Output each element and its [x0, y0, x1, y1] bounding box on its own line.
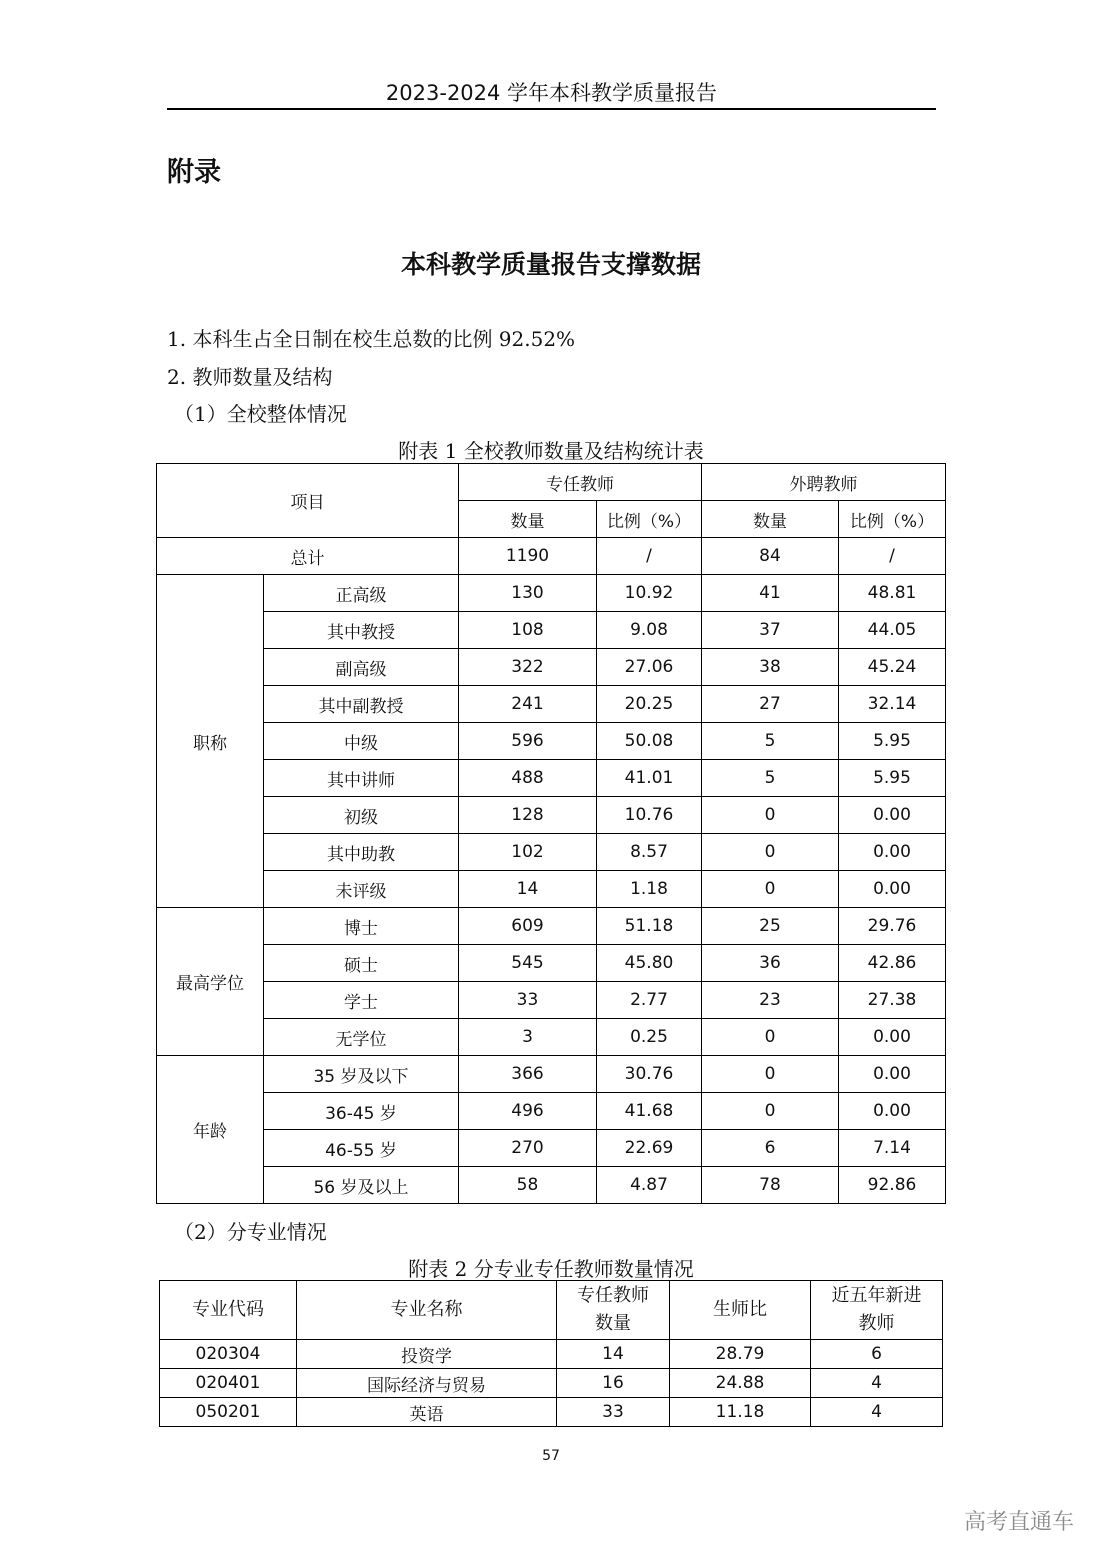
major-teacher-table — [159, 1280, 943, 1427]
cell-ex-count: 25 — [702, 908, 839, 945]
cell-ft-count: 3 — [459, 1019, 597, 1056]
cell-ft-ratio: 20.25 — [597, 686, 702, 723]
cell-ft-ratio: 10.76 — [597, 797, 702, 834]
total-fulltime-ratio: / — [597, 538, 702, 575]
row-label: 其中副教授 — [264, 686, 459, 723]
table-row — [157, 649, 946, 686]
cell-ex-count: 6 — [702, 1130, 839, 1167]
table-row — [160, 1398, 943, 1427]
cell-ex-count: 27 — [702, 686, 839, 723]
cell-ft-count: 108 — [459, 612, 597, 649]
paragraph-teacher-structure: 2. 教师数量及结构 — [167, 365, 333, 389]
total-label: 总计 — [157, 538, 459, 575]
header-teachers-line1: 专任教师 — [577, 1285, 649, 1306]
cell-ex-ratio: 48.81 — [839, 575, 946, 612]
header-external-count: 数量 — [702, 501, 839, 538]
row-label: 46-55 岁 — [264, 1130, 459, 1167]
cell-ft-ratio: 45.80 — [597, 945, 702, 982]
page-header: 2023-2024 学年本科教学质量报告 — [167, 78, 936, 110]
cell-ex-count: 78 — [702, 1167, 839, 1204]
cell-ex-ratio: 0.00 — [839, 1019, 946, 1056]
cell-ft-count: 130 — [459, 575, 597, 612]
header-item: 项目 — [157, 464, 459, 538]
cell-ex-ratio: 0.00 — [839, 1056, 946, 1093]
cell-ft-ratio: 8.57 — [597, 834, 702, 871]
cell-ratio: 28.79 — [670, 1340, 811, 1369]
cell-ft-count: 488 — [459, 760, 597, 797]
table-header-row — [160, 1281, 943, 1340]
cell-ex-ratio: 44.05 — [839, 612, 946, 649]
table-row — [157, 1056, 946, 1093]
table-row — [157, 871, 946, 908]
cell-ft-count: 496 — [459, 1093, 597, 1130]
teacher-structure-table — [156, 463, 946, 1204]
cell-ex-ratio: 7.14 — [839, 1130, 946, 1167]
cell-ft-count: 609 — [459, 908, 597, 945]
header-external-ratio: 比例（%） — [839, 501, 946, 538]
cell-ex-count: 5 — [702, 723, 839, 760]
paragraph-undergrad-ratio: 1. 本科生占全日制在校生总数的比例 92.52% — [167, 327, 576, 351]
table-row — [160, 1369, 943, 1398]
cell-ft-count: 322 — [459, 649, 597, 686]
cell-code: 020304 — [160, 1340, 297, 1369]
table-row — [157, 723, 946, 760]
row-label: 56 岁及以上 — [264, 1167, 459, 1204]
paragraph-school-overall: （1）全校整体情况 — [174, 402, 347, 426]
cell-new: 4 — [811, 1398, 943, 1427]
cell-ft-ratio: 51.18 — [597, 908, 702, 945]
cell-teachers: 14 — [557, 1340, 670, 1369]
cell-ex-ratio: 5.95 — [839, 723, 946, 760]
cell-name: 投资学 — [297, 1340, 557, 1369]
cell-ex-count: 38 — [702, 649, 839, 686]
cell-ex-ratio: 92.86 — [839, 1167, 946, 1204]
table-header-row — [157, 464, 946, 501]
row-label: 其中讲师 — [264, 760, 459, 797]
table-row — [157, 1130, 946, 1167]
cell-teachers: 33 — [557, 1398, 670, 1427]
cell-code: 050201 — [160, 1398, 297, 1427]
cell-ex-count: 0 — [702, 834, 839, 871]
cell-teachers: 16 — [557, 1369, 670, 1398]
cell-ft-ratio: 41.01 — [597, 760, 702, 797]
cell-ex-count: 0 — [702, 1019, 839, 1056]
cell-ex-count: 0 — [702, 797, 839, 834]
header-fulltime: 专任教师 — [459, 464, 702, 501]
cell-ex-count: 0 — [702, 871, 839, 908]
cell-ft-ratio: 41.68 — [597, 1093, 702, 1130]
cell-ft-ratio: 9.08 — [597, 612, 702, 649]
cell-name: 英语 — [297, 1398, 557, 1427]
cell-ft-count: 596 — [459, 723, 597, 760]
cell-ft-count: 14 — [459, 871, 597, 908]
row-label: 中级 — [264, 723, 459, 760]
row-label: 副高级 — [264, 649, 459, 686]
table-row — [157, 945, 946, 982]
header-fulltime-ratio: 比例（%） — [597, 501, 702, 538]
cell-code: 020401 — [160, 1369, 297, 1398]
table-row — [157, 834, 946, 871]
header-new — [811, 1281, 943, 1340]
cell-new: 4 — [811, 1369, 943, 1398]
header-fulltime-count: 数量 — [459, 501, 597, 538]
cell-name: 国际经济与贸易 — [297, 1369, 557, 1398]
cell-ft-count: 102 — [459, 834, 597, 871]
cell-ft-ratio: 2.77 — [597, 982, 702, 1019]
cell-ex-ratio: 0.00 — [839, 871, 946, 908]
total-external-count: 84 — [702, 538, 839, 575]
header-code: 专业代码 — [160, 1281, 297, 1340]
row-label: 未评级 — [264, 871, 459, 908]
total-fulltime-count: 1190 — [459, 538, 597, 575]
cell-ex-count: 0 — [702, 1056, 839, 1093]
cell-ft-count: 366 — [459, 1056, 597, 1093]
cell-ex-ratio: 29.76 — [839, 908, 946, 945]
row-label: 初级 — [264, 797, 459, 834]
cell-ft-ratio: 22.69 — [597, 1130, 702, 1167]
cell-ex-count: 0 — [702, 1093, 839, 1130]
cell-ratio: 24.88 — [670, 1369, 811, 1398]
row-label: 博士 — [264, 908, 459, 945]
row-label: 36-45 岁 — [264, 1093, 459, 1130]
cell-ratio: 11.18 — [670, 1398, 811, 1427]
group-label: 最高学位 — [157, 908, 264, 1056]
main-title: 本科教学质量报告支撑数据 — [400, 250, 701, 279]
cell-ex-count: 41 — [702, 575, 839, 612]
cell-ex-ratio: 5.95 — [839, 760, 946, 797]
cell-ex-count: 36 — [702, 945, 839, 982]
cell-new: 6 — [811, 1340, 943, 1369]
cell-ex-ratio: 0.00 — [839, 1093, 946, 1130]
table-row — [157, 760, 946, 797]
table-row — [157, 575, 946, 612]
table1-caption: 附表 1 全校教师数量及结构统计表 — [398, 439, 704, 463]
cell-ft-count: 241 — [459, 686, 597, 723]
row-label: 其中助教 — [264, 834, 459, 871]
table-row — [157, 908, 946, 945]
cell-ft-ratio: 0.25 — [597, 1019, 702, 1056]
header-teachers — [557, 1281, 670, 1340]
row-label: 学士 — [264, 982, 459, 1019]
table-row — [157, 1019, 946, 1056]
header-name: 专业名称 — [297, 1281, 557, 1340]
header-new-line1: 近五年新进 — [831, 1285, 922, 1306]
cell-ex-ratio: 0.00 — [839, 797, 946, 834]
table-row — [157, 797, 946, 834]
table-row — [157, 1093, 946, 1130]
group-label: 年龄 — [157, 1056, 264, 1204]
total-external-ratio: / — [839, 538, 946, 575]
cell-ft-ratio: 30.76 — [597, 1056, 702, 1093]
cell-ex-ratio: 32.14 — [839, 686, 946, 723]
header-teachers-line2: 数量 — [595, 1313, 631, 1334]
row-label: 35 岁及以下 — [264, 1056, 459, 1093]
cell-ex-ratio: 45.24 — [839, 649, 946, 686]
table-row — [157, 982, 946, 1019]
cell-ft-ratio: 27.06 — [597, 649, 702, 686]
header-ratio: 生师比 — [670, 1281, 811, 1340]
header-external: 外聘教师 — [702, 464, 946, 501]
cell-ex-count: 37 — [702, 612, 839, 649]
row-label: 正高级 — [264, 575, 459, 612]
row-label: 其中教授 — [264, 612, 459, 649]
row-label: 硕士 — [264, 945, 459, 982]
cell-ft-count: 58 — [459, 1167, 597, 1204]
cell-ex-count: 5 — [702, 760, 839, 797]
table-row-total — [157, 538, 946, 575]
group-label: 职称 — [157, 575, 264, 908]
watermark: 高考直通车 — [963, 1510, 1074, 1535]
cell-ft-count: 33 — [459, 982, 597, 1019]
table-row — [157, 1167, 946, 1204]
cell-ex-count: 23 — [702, 982, 839, 1019]
page-number: 57 — [542, 1448, 560, 1464]
table2-caption: 附表 2 分专业专任教师数量情况 — [408, 1257, 694, 1281]
cell-ft-count: 545 — [459, 945, 597, 982]
table-row — [157, 612, 946, 649]
table-row — [160, 1340, 943, 1369]
cell-ft-count: 270 — [459, 1130, 597, 1167]
table-row — [157, 686, 946, 723]
cell-ex-ratio: 42.86 — [839, 945, 946, 982]
header-new-line2: 教师 — [858, 1313, 895, 1334]
row-label: 无学位 — [264, 1019, 459, 1056]
cell-ft-ratio: 50.08 — [597, 723, 702, 760]
cell-ft-ratio: 10.92 — [597, 575, 702, 612]
cell-ft-ratio: 4.87 — [597, 1167, 702, 1204]
cell-ex-ratio: 27.38 — [839, 982, 946, 1019]
cell-ft-ratio: 1.18 — [597, 871, 702, 908]
paragraph-by-major: （2）分专业情况 — [174, 1220, 327, 1244]
cell-ft-count: 128 — [459, 797, 597, 834]
appendix-title: 附录 — [167, 157, 221, 188]
cell-ex-ratio: 0.00 — [839, 834, 946, 871]
